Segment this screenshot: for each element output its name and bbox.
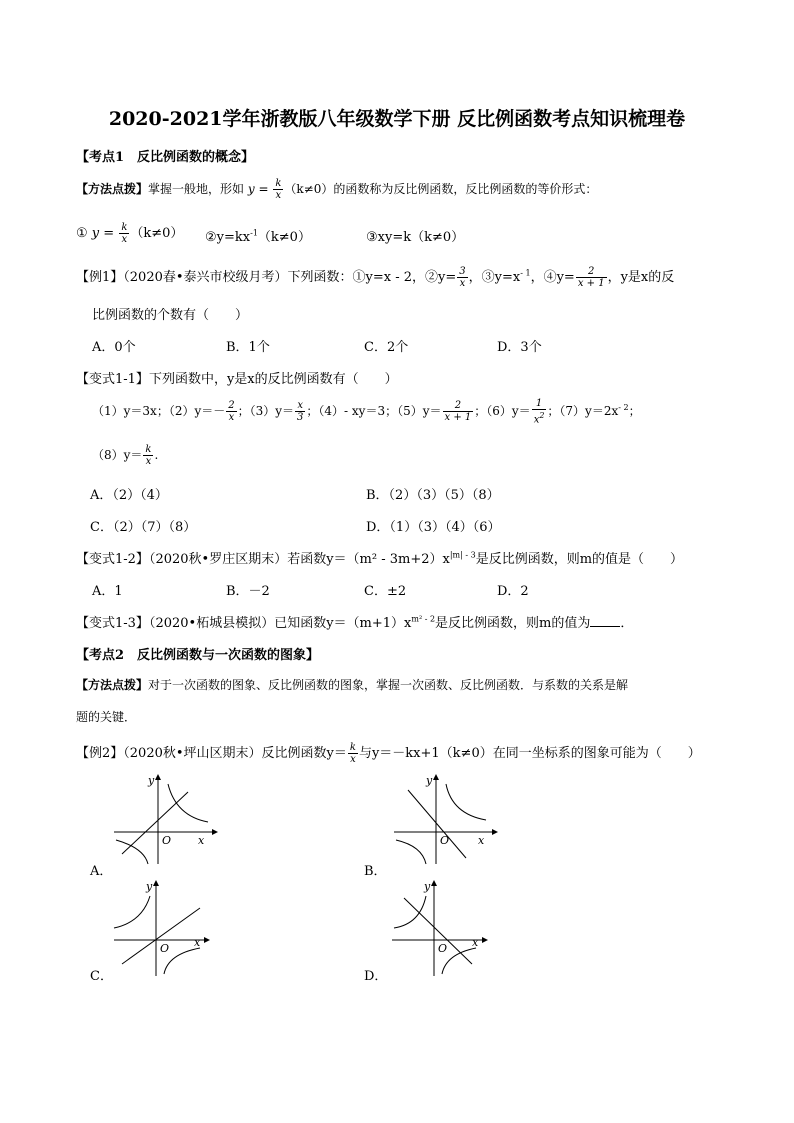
variant1-3-question: 【变式1-3】（2020•柘城县模拟）已知函数$y=(m+1)x^{m^2 - 2}$是反比例函数，则m的值为 ．: [76, 614, 634, 631]
variant1-2-option-a: A．1: [92, 584, 123, 599]
origin-label: O: [162, 834, 172, 847]
example1-option-d: D．3个: [497, 340, 542, 355]
example2-option-c[interactable]: C．: [90, 969, 113, 984]
topic2-heading: 【考点2 反比例函数与一次函数的图象】: [76, 648, 320, 663]
variant1-2-option-b: B．－2: [226, 584, 270, 599]
topic2-method-cont: 题的关键．: [76, 710, 137, 724]
variant1-1-item8: （8）y＝ $\frac{k}{x}$ .: [92, 444, 159, 467]
example2-option-b[interactable]: B．: [364, 864, 387, 879]
graph-a[interactable]: [108, 772, 218, 867]
example2-option-d[interactable]: D．: [364, 969, 388, 984]
svg-text:y: y: [426, 774, 433, 787]
form1-fraction: $\frac{k}{x}$: [121, 222, 128, 245]
variant1-1-option-c: C．（2）（7）（8）: [90, 520, 197, 535]
svg-text:x: x: [478, 834, 485, 847]
answer-blank: [590, 626, 620, 627]
method-text-b: （k≠0）的函数称为反比例函数，反比例函数的等价形式：: [284, 182, 598, 196]
variant1-2-option-d: D．2: [497, 584, 529, 599]
graph-b[interactable]: [388, 772, 498, 867]
example1-question: 【例1】（2020春•泰兴市校级月考）下列函数：①y=x - 2，②y= $\frac{3}{x}$ ，$③y=x^{- 1}$，④y= $\frac{2}{x + 1}$ ，y是x的反: [76, 266, 675, 289]
svg-text:x: x: [194, 936, 201, 949]
variant1-2-question: 【变式1-2】（2020秋•罗庄区期末）若函数$y=(m^2 - 3m+2)x^{|m| - 3}$是反比例函数，则m的值是（ ）: [76, 550, 684, 567]
svg-text:x: x: [472, 936, 479, 949]
x-axis-label: x: [198, 834, 205, 847]
example1-question-cont: 比例函数的个数有（ ）: [92, 308, 249, 323]
y-eq: y =: [247, 182, 269, 196]
svg-text:O: O: [440, 834, 450, 847]
k-over-x-fraction: $\frac{k}{x}$: [275, 178, 282, 201]
topic1-method: [76, 178, 597, 201]
svg-text:O: O: [160, 942, 170, 955]
variant1-2-option-c: C．±2: [364, 584, 407, 599]
svg-text:y: y: [424, 880, 431, 893]
topic2-method: 【方法点拨】对于一次函数的图象、反比例函数的图象，掌握一次函数、反比例函数．与系数的关系是解: [76, 678, 629, 692]
example2-question: 【例2】（2020秋•坪山区期末）反比例函数y＝ $\frac{k}{x}$ 与y＝－kx+1（k≠0）在同一坐标系的图象可能为（ ）: [76, 742, 701, 765]
example2-option-a[interactable]: A．: [90, 864, 113, 879]
example1-option-b: B．1个: [226, 340, 270, 355]
method-text-a: 掌握一般地，形如: [148, 182, 245, 196]
variant1-1-option-b: B．（2）（3）（5）（8）: [366, 488, 500, 503]
example1-option-a: A．0个: [92, 340, 136, 355]
graph-c[interactable]: [108, 878, 218, 978]
form2: $②y=kx^{-1}(k\ne 0)$: [205, 228, 311, 245]
svg-text:y: y: [146, 880, 153, 893]
variant1-1-question: 【变式1-1】下列函数中，y是x的反比例函数有（ ）: [76, 372, 398, 387]
form3: ③xy=k（k≠0）: [366, 230, 465, 245]
example1-option-c: C．2个: [364, 340, 409, 355]
graph-d[interactable]: [386, 878, 496, 978]
svg-text:O: O: [438, 942, 448, 955]
equivalent-forms: ① y = $\frac{k}{x}$ （k≠0）: [76, 222, 184, 245]
page-title: 2020-2021学年浙教版八年级数学下册 反比例函数考点知识梳理卷: [108, 108, 686, 130]
method-label: 【方法点拨】: [76, 182, 149, 196]
variant1-1-option-d: D．（1）（3）（4）（6）: [366, 520, 501, 535]
variant1-1-items: （1）y＝3x；（2）y＝－ $\frac{2}{x}$ ；（3）y＝ $\frac{x}{3}$ ；（4）- xy＝3；（5）y＝ $\frac{2}{x + 1}$ ；（6）y＝ $\frac{1}{x^2}$ ；$(7)y=2x^{- 2}$；: [92, 398, 641, 426]
y-axis-label: y: [148, 774, 155, 787]
topic1-heading: 【考点1 反比例函数的概念】: [76, 150, 255, 165]
variant1-1-option-a: A．（2）（4）: [90, 488, 168, 503]
